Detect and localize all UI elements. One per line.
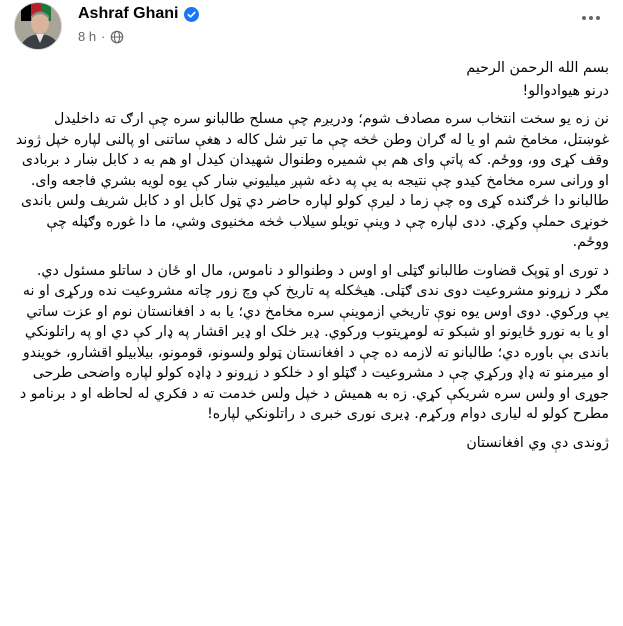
more-options-icon[interactable] xyxy=(577,8,605,28)
greeting-line: درنو هیوادوالو! xyxy=(522,82,609,99)
bismillah-line: بسم الله الرحمن الرحیم xyxy=(466,60,609,76)
paragraph-1: نن زه یو سخت انتخاب سره مصادف شوم؛ ودریږم چې مسلح طالبانو سره چې ارګ ته داخلیدل غوښتل، مخامخ شم او یا له ګران وطن څخه چې ما تیر شل کاله د هغې ساتنی او پالنی لپاره خپل ژوند وقف کړی وو، ووځم. که پاتې وای هم بې شمیره وطنوال شهیدان کیدل او هم به د کابل ښار د بربادی او ورانی سره مخامخ کیدو چې نتیجه به یې په دغه شپږ میلیوني ښار کې یوه لویه بشري فاجعه وای. طالبانو دا څرګنده کړی وه چې زما د لیرې کولو لپاره حاضر دي ټول کابل او د کابل شریف ولس باندی خونړی حملې وکړي. ددی لپاره چې د وینې تویلو سیلاب څخه مخنیوی وشي، ما دا غوره وګڼله چې ووځم. xyxy=(15,111,609,250)
post-meta xyxy=(78,29,124,44)
verified-badge-icon xyxy=(184,7,199,22)
profile-photo xyxy=(15,3,62,50)
post-text xyxy=(14,58,609,626)
closing-line: ژوندی دې وي افغانستان xyxy=(466,434,609,451)
post-header xyxy=(14,2,609,50)
avatar[interactable] xyxy=(14,2,62,50)
author-name[interactable]: Ashraf Ghani xyxy=(78,5,179,22)
meta-separator: · xyxy=(101,29,106,44)
globe-icon[interactable] xyxy=(110,30,124,44)
paragraph-2: د توری او ټوپک قضاوت طالبانو ګټلی او اوس د وطنوالو د ناموس، مال او ځان د ساتلو مسئول دي. مګر د زړونو مشروعیت دوی ندی ګټلی. هیڅکله په تاریخ کې وچ زور چاته مشروعیت نده ورکړی او نه یې ورکوي. دوی اوس یوه نوې تاریخي ازموینې سره مخامخ دي؛ یا به د افغانستان نوم او عزت ساتي او یا به نورو ځایونو او شبکو ته لومړیتوب ورکوي. ډیر خلک او ډیر اقشار په ډار کې دي او په راتلونکي باندی بې باوره دي؛ طالبانو ته لازمه ده چې د افغانستان ټولو ولسونو، قومونو، بیلابیلو اقشارو، خویندو او میرمنو ته ډاډ ورکړي چې د مشروعیت د ګټلو او د خلکو د زړونو د ډاډه کولو لپاره واضحی طرحی جوړی او ولس سره شریکې کړي. زه به همیش د خپل ولس خدمت ته د فکري له لحاظه او د برنامو د مطرح کولو له لیاری دوام ورکړم. ډیری نوری خبری د راتلونکي لپاره! xyxy=(19,262,609,422)
post-timestamp[interactable]: 8 h xyxy=(78,29,97,44)
